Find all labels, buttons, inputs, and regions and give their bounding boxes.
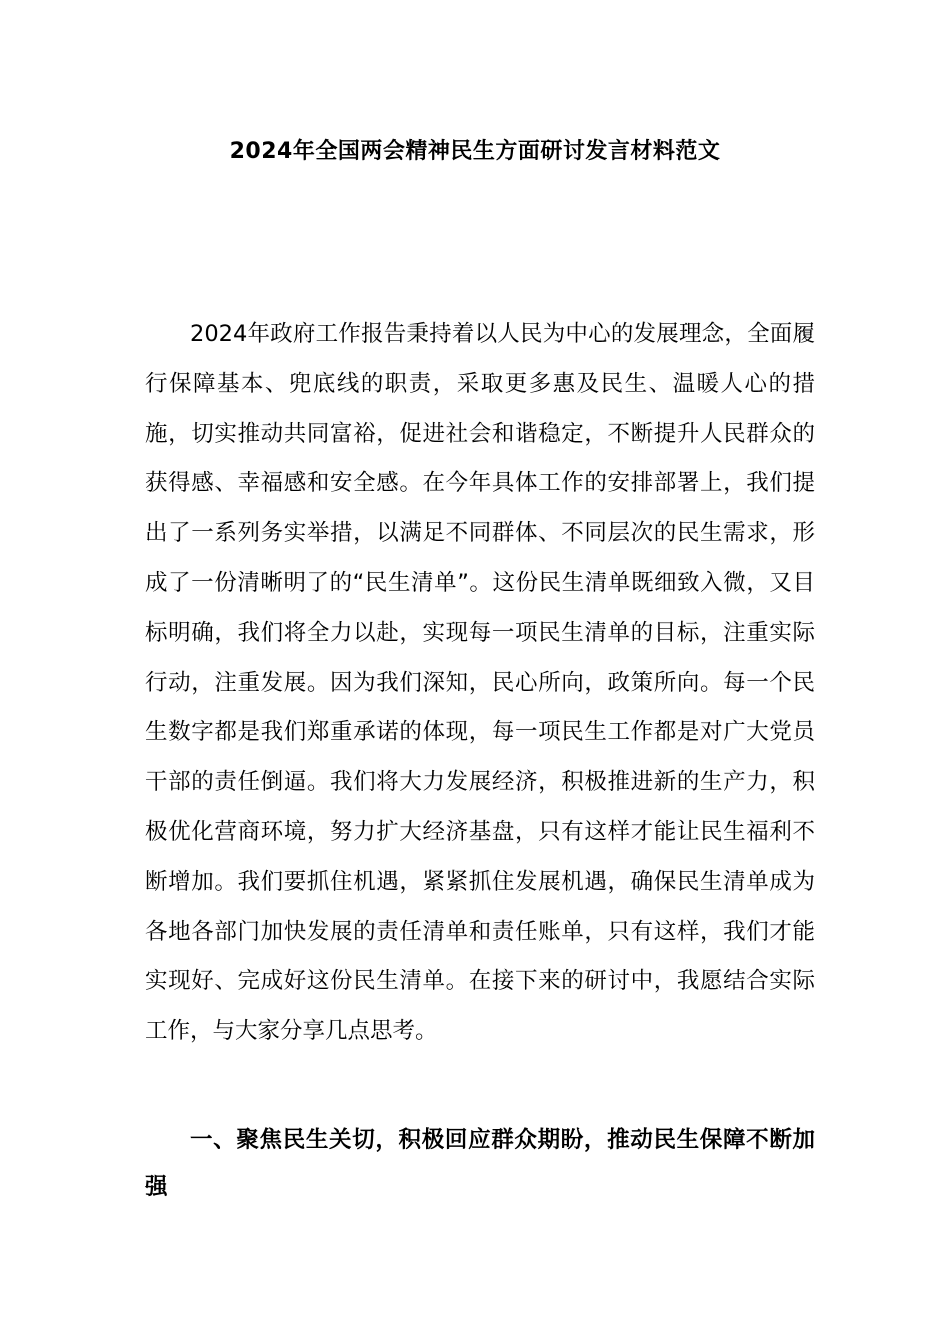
body-paragraph: 2024年政府工作报告秉持着以人民为中心的发展理念，全面履行保障基本、兜底线的职责，采取更多惠及民生、温暖人心的措施，切实推动共同富裕，促进社会和谐稳定，不断提升人民群众的获得感、幸福感和安全感。在今年具体工作的安排部署上，我们提出了一系列务实举措，以满足不同群体、不同层次的民生需求，形成了一份清晰明了的“民生清单”。这份民生清单既细致入微，又目标明确，我们将全力以赴，实现每一项民生清单的目标，注重实际行动，注重发展。因为我们深知，民心所向，政策所向。每一个民生数字都是我们郑重承诺的体现，每一项民生工作都是对广大党员干部的责任倒逼。我们将大力发展经济，积极推进新的生产力，积极优化营商环境，努力扩大经济基盘，只有这样才能让民生福利不断增加。我们要抓住机遇，紧紧抓住发展机遇，确保民生清单成为各地各部门加快发展的责任清单和责任账单，只有这样，我们才能实现好、完成好这份民生清单。在接下来的研讨中，我愿结合实际工作，与大家分享几点思考。 xyxy=(145,321,815,1045)
document-title: 2024年全国两会精神民生方面研讨发言材料范文 xyxy=(229,139,721,164)
section-heading: 一、聚焦民生关切，积极回应群众期盼，推动民生保障不断加强 xyxy=(145,1127,815,1200)
